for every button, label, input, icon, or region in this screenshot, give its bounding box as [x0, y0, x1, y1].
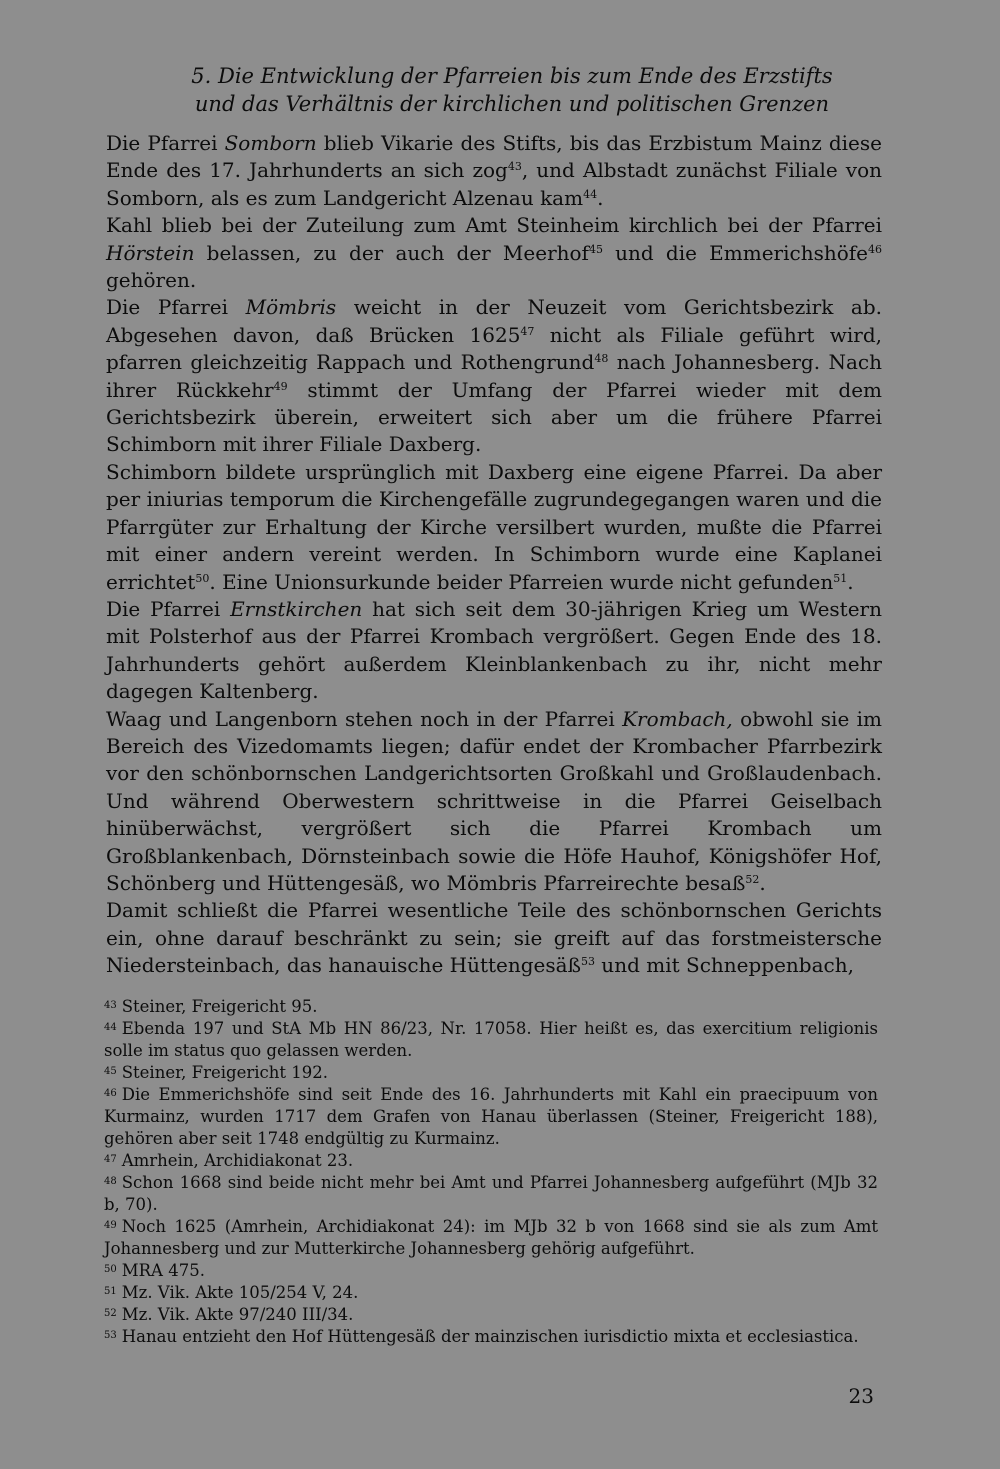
footnote-number: 53 — [104, 1330, 117, 1341]
footnote-ref: 49 — [273, 379, 288, 393]
footnote — [104, 996, 878, 1018]
footnote-ref: 52 — [745, 872, 760, 886]
footnote — [104, 1282, 878, 1304]
paragraph — [106, 294, 882, 458]
footnote-number: 49 — [104, 1220, 117, 1231]
footnote-ref: 47 — [520, 324, 535, 338]
text-run: Schimborn bildete ursprünglich mit Daxberg eine eigene Pfarrei. Da aber per iniurias temporum die Kirchengefälle zugrundegegangen waren und die Pfarrgüter zur Erhaltung der Kirche versilbert wurden, mußte die Pfarrei mit einer andern vereint werden. In Schimborn wurde eine Kaplanei errichtet — [106, 459, 882, 594]
footnote-ref: 48 — [594, 352, 609, 366]
heading-line-1: 5. Die Entwicklung der Pfarreien bis zum Ende des Erzstifts — [191, 64, 833, 88]
text-run: . — [597, 185, 604, 210]
text-run: Die Pfarrei — [106, 295, 246, 320]
footnote-text: Mz. Vik. Akte 105/254 V, 24. — [121, 1283, 359, 1302]
footnote-number: 46 — [104, 1088, 117, 1099]
footnote-text: Noch 1625 (Amrhein, Archidiakonat 24): im MJb 32 b von 1668 sind sie als zum Amt Johannesberg und zur Mutterkirche Johannesberg gehörig aufgeführt. — [104, 1217, 878, 1258]
footnote — [104, 1304, 878, 1326]
footnote — [104, 1150, 878, 1172]
paragraph — [106, 130, 882, 212]
footnote-text: Steiner, Freigericht 95. — [121, 997, 318, 1016]
text-run: weicht in der Neuzeit vom Gerichtsbezirk ab. Abgesehen davon, daß Brücken 1625 — [106, 295, 883, 347]
footnote-ref: 50 — [195, 571, 210, 585]
footnote-text: Steiner, Freigericht 192. — [121, 1063, 329, 1082]
text-run: . — [759, 870, 766, 895]
footnote-number: 44 — [104, 1022, 117, 1033]
text-run: Waag und Langenborn stehen noch in der Pfarrei — [106, 706, 623, 731]
text-run: Die Pfarrei — [106, 596, 231, 621]
parish-name: Krombach, — [622, 706, 733, 731]
footnote-number: 47 — [104, 1154, 117, 1165]
footnote-text: Mz. Vik. Akte 97/240 III/34. — [121, 1305, 354, 1324]
footnote-number: 43 — [104, 1000, 117, 1011]
footnote-ref: 44 — [583, 187, 598, 201]
footnote — [104, 1084, 878, 1150]
text-run: hat sich seit dem 30-jährigen Krieg um Western mit Polsterhof aus der Pfarrei Krombach vergrößert. Gegen Ende des 18. Jahrhunderts gehört außerdem Kleinblankenbach zu ihr, nicht mehr dagegen Kaltenberg. — [106, 596, 882, 704]
paragraph — [106, 596, 882, 706]
footnote — [104, 1260, 878, 1282]
text-run: . — [847, 569, 854, 594]
text-run: und mit Schneppenbach, — [594, 953, 854, 978]
text-run: Die Pfarrei — [106, 131, 225, 155]
footnote-number: 52 — [104, 1308, 117, 1319]
text-run: . Eine Unionsurkunde beider Pfarreien wurde nicht gefunden — [209, 569, 834, 594]
footnote-number: 51 — [104, 1286, 117, 1297]
section-heading — [150, 62, 874, 118]
footnote-ref: 51 — [833, 571, 848, 585]
paragraph — [106, 706, 882, 898]
text-run: nach Johannesberg. Nach ihrer Rückkehr — [106, 350, 882, 402]
heading-line-2: und das Verhältnis der kirchlichen und politischen Grenzen — [194, 92, 830, 116]
text-run: , und Albstadt zunächst Filiale von Somborn, als es zum Landgericht Alzenau kam — [106, 158, 882, 210]
parish-name: Hörstein — [106, 240, 195, 265]
footnote — [104, 1172, 878, 1216]
text-run: blieb Vikarie des Stifts, bis das Erzbistum Mainz diese Ende des 17. Jahrhunderts an sich zog — [106, 131, 882, 183]
parish-name: Somborn — [224, 131, 317, 155]
footnote — [104, 1326, 878, 1348]
text-run: Damit schließt die Pfarrei wesentliche Teile des schönbornschen Gerichts ein, ohne darauf beschränkt zu sein; sie greift auf das forstmeistersche Niedersteinbach, das hanauische Hüttengesäß — [106, 898, 882, 978]
text-run: stimmt der Umfang der Pfarrei wieder mit dem Gerichtsbezirk überein, erweitert sich aber um die frühere Pfarrei Schimborn mit ihrer Filiale Daxberg. — [106, 377, 882, 457]
footnote-ref: 46 — [868, 242, 882, 256]
footnote-number: 45 — [104, 1066, 117, 1077]
text-run: obwohl sie im Bereich des Vizedomamts liegen; dafür endet der Krombacher Pfarrbezirk vor den schönbornschen Landgerichtsorten Großkahl und Großlaudenbach. Und während Oberwestern schrittweise in die Pfarrei Geiselbach hinüberwächst, vergrößert sich die Pfarrei Krombach um Großblankenbach, Dörnsteinbach sowie die Höfe Hauhof, Königshöfer Hof, Schönberg und Hüttengesäß, wo Mömbris Pfarreirechte besaß — [106, 706, 882, 895]
footnote-text: Amrhein, Archidiakonat 23. — [121, 1151, 354, 1170]
paragraph — [106, 212, 882, 294]
text-run: und die Emmerichshöfe — [602, 240, 868, 265]
page-number: 23 — [848, 1384, 874, 1408]
footnote-text: MRA 475. — [121, 1261, 205, 1280]
parish-name: Mömbris — [245, 295, 337, 320]
footnote-text: Ebenda 197 und StA Mb HN 86/23, Nr. 17058. Hier heißt es, das exercitium religionis solle im status quo gelassen werden. — [104, 1019, 878, 1060]
text-run: Kahl blieb bei der Zuteilung zum Amt Steinheim kirchlich bei der Pfarrei — [106, 213, 882, 238]
body-text — [106, 130, 882, 980]
paragraph — [106, 897, 882, 979]
footnote — [104, 1062, 878, 1084]
footnote-ref: 43 — [507, 160, 522, 174]
footnote-number: 48 — [104, 1176, 117, 1187]
footnote — [104, 1018, 878, 1062]
footnote-ref: 45 — [588, 242, 603, 256]
footnote-text: Schon 1668 sind beide nicht mehr bei Amt und Pfarrei Johannesberg aufgeführt (MJb 32 b, 70). — [104, 1173, 878, 1214]
footnote-number: 50 — [104, 1264, 117, 1275]
footnote-ref: 53 — [580, 955, 595, 969]
footnote-text: Die Emmerichshöfe sind seit Ende des 16. Jahrhunderts mit Kahl ein praecipuum von Kurmainz, wurden 1717 dem Grafen von Hanau überlassen (Steiner, Freigericht 188), gehören aber seit 1748 endgültig zu Kurmainz. — [104, 1085, 878, 1148]
text-run: nicht als Filiale geführt wird, pfarren gleichzeitig Rappach und Rothengrund — [106, 322, 882, 375]
footnote — [104, 1216, 878, 1260]
paragraph — [106, 459, 882, 596]
parish-name: Ernstkirchen — [230, 596, 363, 621]
footnotes — [104, 996, 878, 1348]
footnote-text: Hanau entzieht den Hof Hüttengesäß der mainzischen iurisdictio mixta et ecclesiastica. — [121, 1327, 859, 1346]
text-run: gehören. — [106, 268, 197, 293]
text-run: belassen, zu der auch der Meerhof — [194, 240, 589, 265]
